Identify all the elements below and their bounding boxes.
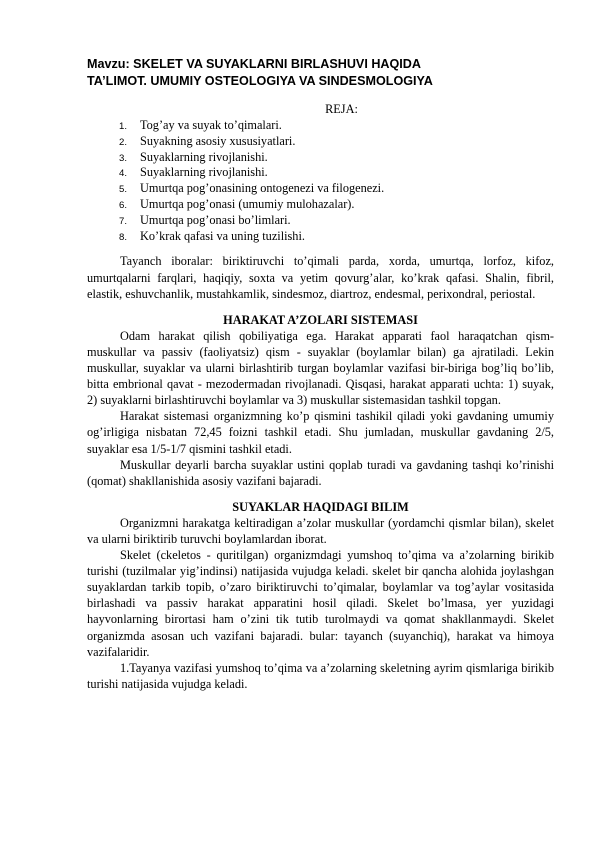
body-paragraph: Organizmni harakatga keltiradigan a’zolar muskullar (yordamchi qismlar bilan), skelet va ularni biriktirib turuvchi boylamlardan iborat.	[87, 515, 554, 546]
list-item	[87, 150, 554, 166]
document-page	[87, 56, 554, 692]
list-item-number: 2.	[119, 136, 128, 148]
list-item-text: Umurtqa pog’onasining ontogenezi va filogenezi.	[140, 181, 385, 196]
list-item	[87, 118, 554, 134]
title-line-2: TA’LIMOT. UMUMIY OSTEOLOGIYA VA SINDESMOLOGIYA	[87, 74, 433, 88]
list-item-number: 4.	[119, 168, 128, 180]
list-item-number: 5.	[119, 184, 128, 196]
list-item-number: 6.	[119, 200, 128, 212]
title-line-1: Mavzu: SKELET VA SUYAKLARNI BIRLASHUVI HAQIDA	[87, 57, 421, 71]
body-paragraph: Harakat sistemasi organizmning ko’p qismini tashikil qiladi yoki gavdaning umumiy og’irligiga nisbatan 72,45 foizni tashkil etadi. Shu jumladan, muskullar gavdaning 2/5, suyaklar esa 1/5-1/7 qismini tashkil etadi.	[87, 409, 554, 456]
list-item	[87, 134, 554, 150]
keywords-paragraph: Tayanch iboralar: biriktiruvchi to’qimali parda, xorda, umurtqa, lorfoz, kifoz, umurtqalarni farqlari, haqiqiy, soxta va yetim qovurg’alar, ko’krak qafasi. Shalin, fibril, elastik, eshuvchanlik, mustahkamlik, sindesmoz, diartroz, endesmal, perixondral, periostal.	[87, 254, 554, 301]
list-item-number: 7.	[119, 215, 128, 227]
list-item-number: 3.	[119, 152, 128, 164]
list-item-text: Tog’ay va suyak to’qimalari.	[140, 118, 282, 133]
body-paragraph: Odam harakat qilish qobiliyatiga ega. Harakat apparati faol haraqatchan qism-muskullar va passiv (faoliyatsiz) qism - suyaklar (boylamlar bilan) ga ajratiladi. Lekin muskullar, suyaklar va ularni birlashtirib turgan boylamlar vazifasi bir-biriga bog’liq bo’lib, bitta embrional qavat - mezodermadan rivojlanadi. Qisqasi, harakat apparati uchta: 1) suyak, 2) suyaklarni birlashtiruvchi boylamlar va 3) muskullar sistemasidan tashkil topgan.	[87, 328, 554, 408]
list-item-text: Umurtqa pog’onasi bo’limlari.	[140, 212, 291, 227]
body-paragraph: Muskullar deyarli barcha suyaklar ustini qoplab turadi va gavdaning tashqi ko’rinishi (qomat) shakllanishida asosiy vazifani bajaradi.	[87, 457, 554, 488]
section-heading-movement-system: HARAKAT A’ZOLARI SISTEMASI	[223, 312, 418, 327]
body-paragraph: Skelet (ckeletos - quritilgan) organizmdagi yumshoq to’qima va a’zolarning birikib turishi (tuzilmalar yig’indinsi) natijasida vujudga keladi. skelet bir qancha alohida joylashgan suyaklardan tarkib topib, o’zaro biriktiruvchi to’qimalar, boylamlar va tog’aylar vositasida birlashadi va passiv harakat apparatini hosil qiladi. Skelet bo’lmasa, yer yuzidagi hayvonlarning birortasi ham o’zini tik tutib turolmaydi va qomat shakllanmaydi. Skelet organizmda asosan uch vazifani bajaradi. bular: tayanch (suyanchiq), harakat va himoya vazifalaridir.	[87, 548, 554, 659]
plan-list	[87, 118, 554, 244]
document-title	[87, 56, 554, 90]
plan-heading: REJA:	[325, 102, 358, 116]
list-item-text: Suyakning asosiy xususiyatlari.	[140, 133, 296, 148]
body-paragraph: 1.Tayanya vazifasi yumshoq to’qima va a’zolarning skeletning ayrim qismlariga birikib turishi natijasida vujudga keladi.	[87, 660, 554, 691]
list-item	[87, 181, 554, 197]
list-item-text: Suyaklarning rivojlanishi.	[140, 149, 268, 164]
list-item-text: Suyaklarning rivojlanishi.	[140, 165, 268, 180]
list-item	[87, 229, 554, 245]
list-item	[87, 213, 554, 229]
list-item-text: Ko’krak qafasi va uning tuzilishi.	[140, 228, 305, 243]
section-heading-bones: SUYAKLAR HAQIDAGI BILIM	[232, 499, 409, 514]
list-item-text: Umurtqa pog’onasi (umumiy mulohazalar).	[140, 197, 355, 212]
list-item-number: 1.	[119, 121, 128, 133]
list-item-number: 8.	[119, 231, 128, 243]
list-item	[87, 165, 554, 181]
list-item	[87, 197, 554, 213]
